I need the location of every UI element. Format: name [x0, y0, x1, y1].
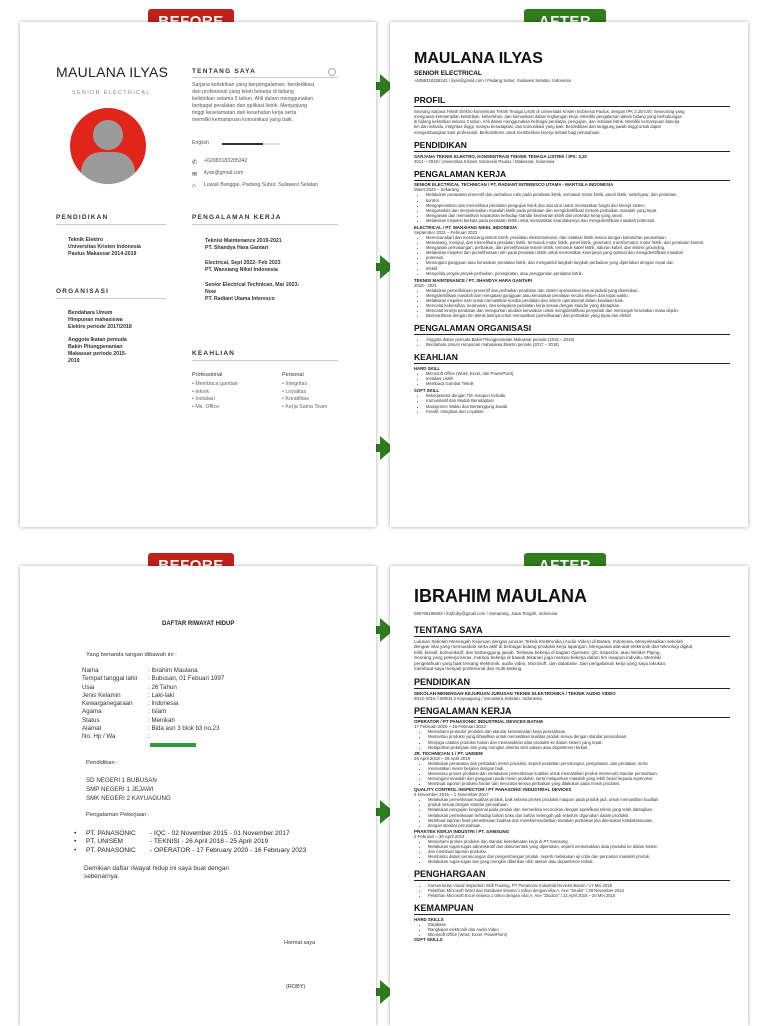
about-line: Seorang yang pekerja keras, mampu bekerja di bawah tekanan juga mampu bekerja dalam tim maupun individu. Memiliki [414, 655, 661, 661]
org-line: Anggota Ikatan pemuda [68, 337, 127, 343]
org-line: Makassar periode 2015- [68, 351, 127, 357]
list-item: • Rangkaian elektronik dan Audio Video [428, 927, 730, 932]
list-item: • Menjaga catatan produksi harian dan memasukkan data produksi ke dalam sistem yang tepat. [428, 740, 730, 745]
field-label: Jenis Kelamin [82, 691, 121, 699]
section-heading: KEMAMPUAN [414, 903, 474, 914]
cv2-before-edu-label: Pendidikan : [86, 760, 118, 766]
section-heading: PENDIDIKAN [414, 139, 467, 150]
list-item: • Database [428, 922, 730, 927]
section-divider [414, 914, 730, 915]
list-item: • Melakukan inspeksi rutin untuk memastikan kondisi peralatan dan sistem operasional dalam keadaan baik. [426, 298, 730, 303]
bullet-list [414, 729, 730, 749]
job-title: ELECTRICAL / PT. WANXIANG NIKEL INDONESIA [414, 224, 518, 230]
cv1-before-address: Luwuk Banggai, Padang Subur, Sulawesi Selatan [204, 182, 318, 188]
cv1-after-name: MAULANA ILYAS [414, 50, 543, 67]
field-label: Nama [82, 667, 99, 674]
field-label: No. Hp / Wa [82, 733, 116, 741]
profile-line: di bidang kelistrikan selama 3 tahun. Ahli dalam menggunakan berbagai peralatan, pengujian, dan instalasi listrik. Memiliki kemampuan bekerja [414, 119, 680, 125]
field-value: : Bubusan, 01 Febuari 1997 [148, 675, 225, 683]
list-item: • Anggota Ikatan pemuda Bakin Pitungpenanian Makassar periode (2015 – 2019) [426, 337, 730, 342]
bullet-list [414, 761, 730, 786]
org-item [68, 310, 132, 331]
about-line: kelistrikan selama 3 tahun. Ahli dalam menggunakan [192, 96, 314, 102]
field-row [82, 675, 302, 683]
field-value: : Bida asri 3 blok b3 no.23 [148, 725, 220, 733]
about-line: Sarjana kelistrikan yang berpengalaman, berdedikasi, [192, 82, 316, 88]
bullet-icon: • [74, 846, 77, 854]
skill-item: • Ms. Office [192, 403, 220, 410]
list-item: • Melakukan pemeriksaan kualitas produk, baik selama proses produksi maupun pada produk jadi, untuk memastikan kualitas [428, 797, 730, 802]
list-item: • efektif. [426, 266, 730, 271]
field-label: Agama [82, 708, 102, 716]
section-heading: PENGALAMAN KERJA [414, 168, 507, 179]
edu-line: Teknik Elektro [68, 237, 104, 243]
cv1-before-org-heading: ORGANISASI [56, 288, 110, 295]
skill-item: • Kerja Sama Team [282, 403, 328, 410]
field-value: : [148, 733, 150, 741]
list-item: • Mencatat kebersihan, keamanan, dan kelayakan peralatan kerja sesuai dengan standar yang ditetapkan. [426, 303, 730, 308]
list-item: • memastikan mesin berjalan dengan baik. [428, 766, 730, 771]
cv2-after-body [414, 620, 730, 942]
cv2-before-work [74, 830, 306, 855]
list-item: • Melakukan tugas-tugas administratif dan dokumentasi yang diperlukan, seperti memasukkan data produksi ke dalam sistem [428, 844, 730, 849]
list-item: • Kreatif, Integritas dan Loyalitas [426, 409, 730, 414]
list-item: • Microsoft Office (Word, Excel, dan PowerPoint) [426, 371, 730, 376]
english-level-bar [222, 143, 280, 145]
divider [56, 298, 166, 299]
list-item: • Mengawasi pemasangan, perbaikan, dan pemeliharaan sistem listrik, termasuk kabel listrik, saluran kabel, dan sistem grounding. [426, 245, 730, 250]
cv2-before-title: DAFTAR RIWAYAT HIDUP [162, 621, 235, 627]
list-item: • Mengoperasikan dan memelihara peralatan pengujian listrik dan alat ukur untuk memastikan fungsi dan kinerja sistem. [426, 203, 730, 208]
edu-line: Universitas Kristen Indonesia [68, 244, 141, 250]
work-item [205, 260, 299, 274]
field-label: Tempat tanggal lahir [82, 675, 138, 683]
cv2-after-name: IBRAHIM MAULANA [414, 586, 587, 606]
skill-item: • Integritas [282, 381, 308, 387]
email-icon: ✉ [192, 172, 198, 178]
company: PT. PANASONIC [86, 846, 136, 854]
list-item: • Berkoordinasi dengan tim teknis lainnya untuk memastikan pemeliharaan dan perbaikan yang tepat dan efektif. [426, 313, 730, 318]
list-item: • Mengidentifikasi masalah dan mengatasi gangguan atau kerusakan peralatan secara efisien dan tepat waktu. [426, 293, 730, 298]
edu-degree: SEKOLAH MENENGAH KEJURUAN JURUSAN TEKNIK ELEKTRONIKA / TEKNIK AUDIO VIDEO [414, 690, 616, 696]
about-line: berbagai peralatan dan aplikasi listrik. Menjunjung [192, 103, 308, 109]
cv1-before-org [68, 310, 132, 365]
cv1-before-email: ilyas@gmail.com [204, 170, 244, 176]
soft-skill-title: SOFT SKILLS [414, 937, 443, 943]
about-line: membuat saya menjadi profesional dan multi-tasking. [414, 666, 523, 672]
section-heading: KEAHLIAN [414, 352, 458, 363]
section-divider [414, 880, 730, 881]
list-item: • Melakukan perawatan preventif dan perbaikan rutin pada peralatan listrik, termasuk motor listrik, panel listrik, switchgear, dan peralatan [426, 192, 730, 197]
work-line: PT. Shandya Hara Gantari [205, 245, 269, 251]
edu-line: Paulus Makassar 2014-2019 [68, 251, 137, 257]
org-line: 2019 [68, 358, 80, 364]
about-line: memiliki kemampuan komunikasi yang baik. [192, 117, 294, 123]
about-line: tinggi keselamatan dan kesehatan kerja serta [192, 110, 297, 116]
cv2-before-intro: Yang bertanda tangan dibawah ini : [86, 652, 177, 658]
section-heading: PENGALAMAN ORGANISASI [414, 323, 532, 334]
cv1-before-skill-heading: KEAHLIAN [192, 350, 236, 357]
cv1-before-document [20, 22, 376, 527]
field-label: Kewarganegaraan [82, 700, 133, 708]
bullet-list [414, 839, 730, 864]
list-item: • Pelatihan Microsoft Excel selama 1 tahun dengan nilai A, Ane "Zludiox" / 22 April 2015 – 20 Mei 2015 [428, 893, 730, 898]
work-line: PT. Wanxiang Nikel Indonesia [205, 267, 278, 273]
about-line: dengan nilai yang memuaskan serta aktif di berbagai bidang produksi kerja lapangan. Menguasai alat-alat elektronik dan teknologi digital, [414, 644, 694, 650]
cv2-before-fields [82, 667, 302, 742]
section-divider [414, 636, 730, 637]
list-item: • Bekerjasama dengan Tim maupun Individu [426, 393, 730, 398]
list-item: • Manajemen Waktu dan Bertanggung Jawab [426, 404, 730, 409]
list-item: • Melakukan inspeksi dan pemeliharaan rutin pada peralatan listrik untuk memastikan kinerjanya yang optimal dan mengidentifikasi masalah [426, 250, 730, 255]
job-title: PRAKTEK KERJA INDUSTRI / PT. SAMSUNG [414, 828, 510, 834]
org-line: Elektro periode 2017/2018 [68, 324, 132, 330]
avatar [70, 108, 146, 184]
bullet-list [414, 288, 730, 319]
section-divider [414, 363, 730, 364]
work-line: Now [205, 289, 216, 295]
company: PT. UNISEM [86, 838, 124, 846]
hard-skill-title: HARD SKILLS [414, 917, 444, 923]
list-item: • Melakukan pemeriksaan terhadap bahan baku dan bahan setengah jadi sebelum digunakan dalam produksi. [428, 813, 730, 818]
bullet-list [414, 235, 730, 276]
field-row [82, 708, 302, 716]
work-line: Teknisi Maintenance 2019-2021 [205, 238, 282, 244]
skill-item: • teknik [192, 388, 210, 395]
edu-detail: 2012-2015 / SMKN 2 Kayuagung / Sumatera Selatan, Indonesia [414, 695, 542, 701]
user-icon [328, 68, 336, 76]
work-item [205, 238, 299, 252]
job-title: OPERATOR / PT PANASONIC INDUSTRIAL DEVICES BATAM [414, 719, 543, 725]
list-item: • Menangani gangguan atau kerusakan peralatan listrik, dan mengambil langkah-langkah perbaikan yang diperlukan dengan cepat dan [426, 260, 730, 265]
field-row [82, 700, 302, 708]
cv1-before-work-heading: PENGALAMAN KERJA [192, 214, 282, 221]
bullet-list [414, 797, 730, 828]
about-line: dan profesional yang telah bekerja di bidang [192, 89, 294, 95]
section-divider [414, 688, 730, 689]
list-item: • Komunikatif dan Mudah Beradaptasi [426, 398, 730, 403]
cv2-before-edu [86, 776, 171, 803]
list-item: • Memantau produksi yang dihasilkan untuk memastikan kualitas produk sesuai dengan standar perusahaan. [428, 734, 730, 739]
job-date: September 2021 – Februari 2023 [414, 229, 478, 235]
org-item [68, 337, 132, 365]
list-item: • Memahami prosedur produksi dan standar keselamatan kerja perusahaan. [428, 729, 730, 734]
cv1-before-work [205, 238, 299, 303]
section-divider [414, 334, 730, 335]
profile-line: Seorang Sarjana Teknik Elektro konsentrasi Teknik Tenaga Listrik di Universitas Kristen Indonesia Paulus, dengan IPK 3.20/4.00. Seseorang yang [414, 108, 685, 114]
field-label: Status [82, 716, 100, 724]
cv2-before-sign: (ROBY) [286, 984, 306, 990]
profile-line: tim dan individu, integritas tinggi, mampu beradaptasi, dan komunikasi yang baik. Berdedikasi dan tanggung jawab tinggi untuk dapat [414, 124, 661, 130]
list-item: • Melakukan perawatan dan perbaikan mesin produksi, seperti peralatan pemotongan, pengelasan, dan peralatan, serta [428, 761, 730, 766]
section-heading: PENDIDIKAN [414, 676, 471, 687]
job-date: 2 Februari – 30 April 2014 [414, 833, 465, 839]
list-item: • Pelatihan Microsoft Word dan Database selama 1 tahun dengan nilai A, Ane "Studio" / 28 November 2014 [428, 888, 730, 893]
profile-line: mengembangkan karir profesional. Berkomitmen untuk memberikan kinerja terbaik bagi perusahaan. [414, 129, 601, 135]
org-line: Bendahara Umum [68, 310, 113, 316]
job-title: QUALITY CONTROL INSPECTOR / PT PANASONIC INDUSTRIAL DEVICES [414, 787, 572, 793]
list-item: • Bendahara Umum Himpunan mahasiswa Elektro periode (2017 – 2018) [426, 342, 730, 347]
divider [192, 77, 338, 78]
work-detail: - TEKNISI - 26 April 2018 - 25 April 2019 [150, 838, 269, 846]
english-label: English [192, 140, 210, 146]
job-title: JR. TECHNICIAN 1 / PT. UNISEM [414, 750, 483, 756]
work-row [74, 847, 306, 855]
list-item: • Microsoft Office (Word, Excel, PowerPoint) [428, 932, 730, 937]
cv2-before-work-label: Pengalaman Pekerjaan : [86, 812, 150, 818]
bullet-list [414, 337, 730, 347]
cv1-after-title: SENIOR ELECTRICAL [414, 70, 482, 77]
skill-item: • Membaca gambar [192, 381, 239, 387]
list-item: • Membantu dalam perancangan dan pengembangan produk, seperti melakukan uji coba dan pencarian masalah produk. [428, 854, 730, 859]
bullet-icon: • [74, 830, 77, 837]
list-item: • Melakukan tugas-tugas lain yang mungkin diberikan oleh atasan atau departemen terkait. [428, 859, 730, 864]
list-item: • Menangani masalah dan gangguan pada mesin produksi, serta melaporkan masalah yang lebih besar kepada supervisor. [428, 776, 730, 781]
list-item: • Melakukan pengujian fungsional pada produk dan memeriksa kecocokan dengan spesifikasi teknis yang telah ditetapkan. [428, 807, 730, 812]
job-date: 17 Februari 2020 – 16 Februari 2023 [414, 724, 486, 730]
closing-line: Demikian daftar riwayat hidup ini saya buat dengan [84, 865, 229, 872]
skill-column [192, 372, 272, 411]
field-row [82, 684, 302, 692]
list-item: • Melakukan inspeksi berkala pada peralatan listrik untuk memastikan keandalannya dan mengidentifikasi masalah potensial. [426, 218, 730, 223]
skill-column-title: Professional [192, 372, 223, 378]
list-item: • Memasang, menguji, dan memelihara peralatan listrik, termasuk motor listrik, panel listrik, generator, transformator, motor listrik, dan peralatan kontrol. [426, 240, 730, 245]
list-item: • Kursus kelas Visual Inspection Skill Training, PT Panasonic Industrial Devices Batam / 17 Mei 2018 [428, 883, 730, 888]
cv1-before-title: SENIOR ELECTRICAL [72, 90, 151, 96]
list-item: • Instalasi Listrik [426, 376, 730, 381]
job-date: 2 November 2015 – 1 November 2017 [414, 792, 489, 798]
about-line: teliti, kreatif, komunikatif, dan bertanggung jawab. Terbiasa bekerja di bagian Operator, QC Inspector, atau Welder Piping. [414, 649, 661, 655]
bullet-list [414, 371, 730, 386]
field-row [82, 692, 302, 700]
edu-degree: SARJANA TEKNIK ELEKTRO, KONSENTRASI TEKNIK TENAGA LISTRIK / IPK: 3,20 [414, 153, 587, 159]
edu-line: SD NEGERI 1 BUBUSAN [86, 777, 157, 784]
about-line: Lulusan Sekolah Menengah Kejuruan dengan jurusan Teknik Elektronika (Audio Video) di Batam, Indonesia. Menyelesaikan sekolah [414, 638, 683, 644]
location-icon: ⌂ [192, 183, 196, 189]
cv1-before-about-heading: TENTANG SAYA [192, 68, 257, 75]
bullet-list [414, 192, 730, 223]
avatar-body [81, 152, 135, 184]
work-line: Electrical, Sept 2022- Feb 2023 [205, 260, 281, 266]
section-heading: PROFIL [414, 95, 446, 105]
company: PT. PANASONIC [86, 830, 136, 837]
field-row [82, 667, 302, 675]
field-value: : 26 Tahun [148, 683, 177, 691]
cv1-after-document [390, 22, 748, 527]
redacted-phone [150, 743, 196, 747]
cv2-after-contact: 085768198602 / ibrjhoby@gmail.com / Semarang, Jawa Tengah, Indonesia [414, 611, 558, 616]
list-item: • Merencanakan dan merancang sistem listrik, peralatan elektromekanis, dan instalasi listrik sesuai dengan kebutuhan perusahaan. [426, 235, 730, 240]
list-item: • Memahami proses produksi dan standar keselamatan kerja di PT Samsung. [428, 839, 730, 844]
cv2-after-document [390, 566, 748, 1026]
field-row [82, 725, 302, 733]
closing-line: sebenarnya. [84, 873, 120, 880]
job-date: 2019 - 2021 [414, 282, 437, 288]
skill-item: • Loyalitas [282, 388, 307, 395]
list-item: • Mencatat kinerja peralatan dan melaporkan analisis kerusakan untuk mengidentifikasi penyebab dan mencegah kerusakan masa depan. [426, 308, 730, 313]
cv1-before-about-text [192, 82, 315, 124]
skill-item: • Kreatifitas [282, 396, 309, 402]
list-item: • dan membuat laporan produksi. [428, 849, 730, 854]
cv2-before-closing [84, 865, 229, 881]
list-item: • Membaca Gambar Teknik [426, 381, 730, 386]
job-date: Maret 2023 – Sekarang [414, 187, 459, 193]
cv1-before-phone: +62983183285342 [204, 158, 248, 164]
field-value: : Ibrahim Maulana [148, 667, 198, 674]
bullet-list [414, 922, 730, 937]
cv1-after-body [414, 90, 730, 414]
field-row [82, 733, 302, 741]
divider [192, 360, 338, 361]
work-line: PT. Radiant Utama Interesco [205, 296, 275, 302]
field-label: Usia [82, 683, 95, 691]
skill-column-title: Personal [282, 372, 304, 378]
section-heading: PENGALAMAN KERJA [414, 705, 512, 716]
skill-column [282, 372, 362, 411]
avatar-head [93, 120, 123, 150]
list-item: • Mengelola proyek-proyek perbaikan, peningkatan, atau penggantian peralatan listrik. [426, 271, 730, 276]
list-item: • Memantau proses produksi dan melakukan pemeriksaan kualitas untuk memastikan produk memenuhi standar perusahaan. [428, 771, 730, 776]
work-row [74, 830, 306, 838]
list-item: • Melaporkan pekerjaan lain yang mungkin diminta oleh atasan atau departemen terkait. [428, 745, 730, 750]
phone-icon: ✆ [192, 160, 198, 166]
section-divider [414, 180, 730, 181]
bullet-list [414, 393, 730, 413]
bullet-list [414, 883, 730, 898]
section-divider [414, 151, 730, 152]
list-item: • Melakukan pemeliharaan preventif dan perbaikan peralatan dan sistem operasional sesuai jadwal yang ditentukan. [426, 288, 730, 293]
job-title: TEKNISI MAINTENANCE / PT. SHANDYA HARA GANTARI [414, 277, 532, 283]
soft-skill-title: SOFT SKILL [414, 388, 440, 394]
list-item: • kontrol. [426, 198, 730, 203]
hard-skill-title: HARD SKILL [414, 366, 441, 372]
work-row [74, 838, 306, 846]
org-line: Bakin Pitungpenanian [68, 344, 123, 350]
field-value: : Laki-laki [148, 691, 175, 699]
work-detail: - IQC - 02 November 2015 - 01 November 2017 [150, 830, 290, 837]
field-value: : Indonesia [148, 700, 179, 708]
job-date: 26 April 2018 – 25 April 2019 [414, 755, 471, 761]
list-item: • Menganalisis dan menyelesaikan masalah listrik pada peralatan dan mengidentifikasi metode perbaikan masalah yang tepat. [426, 208, 730, 213]
section-divider [414, 106, 730, 107]
edu-line: SMK NEGERI 2 KAYUAGUNG [86, 795, 171, 802]
list-item: • Membuat laporan produksi harian dan mencatat semua perbaikan yang dilakukan pada mesin produksi. [428, 781, 730, 786]
work-line: Senior Electrical Technican, Mar 2023- [205, 282, 300, 288]
cv2-before-document [20, 566, 376, 1026]
list-item: • potensial. [426, 255, 730, 260]
cv1-after-contact: +6298318328342 / ilyas@gmail.com / Padang Subur, Sulawesi Selatan, Indonesia [414, 78, 571, 83]
cv2-before-regards: Hormat saya [284, 940, 316, 946]
profile-line: menguasai keterampilan kelistrikan, kebersihan, dan komunikasi dalam lingkungan kerja. Memiliki pengalaman dalam bidang yang berhubungan [414, 114, 682, 119]
field-value: : Menikah [148, 716, 175, 724]
job-title: SENIOR ELECTRICAL TECHNICAN / PT. RADIANT INTERESCO UTAMA - MARTSILA INDONESIA [414, 182, 614, 188]
cv1-before-edu-heading: PENDIDIKAN [56, 214, 109, 221]
work-detail: - OPERATOR - 17 February 2020 - 16 February 2023 [150, 846, 307, 854]
field-value: : Islam [148, 708, 167, 716]
section-heading: TENTANG SAYA [414, 625, 483, 635]
list-item: • Mengawasi dan memastikan kepatuhan terhadap standar keamanan listrik dan prosedur kerja yang aman. [426, 213, 730, 218]
bullet-icon: • [74, 838, 77, 846]
skill-item: • Instalasi [192, 396, 215, 402]
field-row [82, 717, 302, 725]
edu-detail: 2014 – 2019 / Universitas Kristen Indonesia Paulus / Makassar, Indonesia [414, 158, 555, 164]
work-item [205, 282, 299, 303]
cv1-before-name: MAULANA ILYAS [56, 64, 169, 80]
list-item: • Membuat laporan hasil pemeriksaan kualitas dan merekomendasikan tindakan perbaikan jika ditemukan ketidaksesuaian [428, 818, 730, 823]
list-item: • produk sesuai dengan standar perusahaan. [428, 802, 730, 807]
cv1-before-edu [68, 237, 141, 258]
section-divider [414, 717, 730, 718]
list-item: • dengan standar perusahaan. [428, 823, 730, 828]
field-label: Alamat [82, 725, 102, 733]
about-line: pengetahuan yang baik tentang elektronik, audio video, Microsoft, dan database. Dari pengalaman kerja yang saya lakukan, [414, 660, 667, 666]
edu-line: SMP NEGERI 1 JEJAWI [86, 786, 154, 793]
divider [56, 224, 166, 225]
section-heading: PENGHARGAAN [414, 869, 486, 880]
org-line: Himpunan mahasiswa [68, 317, 123, 323]
divider [192, 224, 338, 225]
